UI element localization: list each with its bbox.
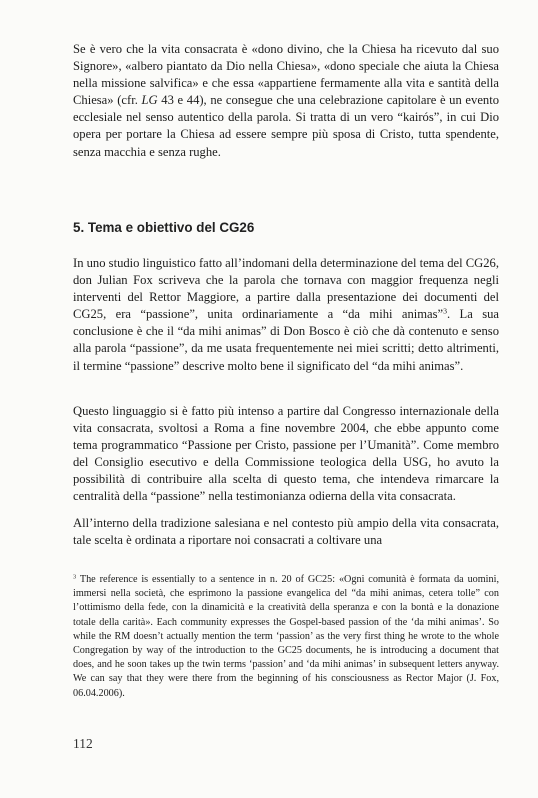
lg-reference: LG: [141, 93, 158, 108]
footnote-reference[interactable]: 3: [443, 307, 448, 316]
paragraph-text: 43 e 44), ne consegue che una celebrazione capitolare è un evento ecclesiale nel senso autentico della parola. Si tratta di un vero “kairós”, in cui Dio opera per portare la Chiesa ad essere sempre più sposa di Cristo, tutta spendente, senza macchia e senza rughe.: [73, 93, 499, 159]
paragraph-consecrated-life: [73, 41, 499, 161]
footnote-marker: 3: [73, 573, 77, 581]
paragraph-congress: Questo linguaggio si è fatto più intenso a partire dal Congresso internazionale della vita consacrata, svoltosi a Roma a fine novembre 2004, che ebbe appunto come tema programmatico “Passione per Cristo, passione per l’Umanità”. Come membro del Consiglio esecutivo e della Commissione teologica della USG, ho avuto la possibilità di contribuire alla scelta di questo tema, che intendeva rimarcare la centralità della “passione” nella testimonianza odierna della vita consacrata.: [73, 404, 499, 504]
section-heading: 5. Tema e obiettivo del CG26: [73, 220, 255, 235]
paragraph-salesian-tradition: All’interno della tradizione salesiana e nel contesto più ampio della vita consacrata, tale scelta è ordinata a riportare noi consacrati a coltivare una: [73, 516, 499, 548]
paragraph-text: . La sua conclusione è che il “da mihi animas” di Don Bosco è ciò che dà contenuto e senso alla parola “passione”, da me usata frequentemente nei miei scritti; detto altrimenti, il termine “passione” descrive molto bene il significato del “da mihi animas”.: [73, 307, 499, 373]
paragraph-text: Se è vero che la vita consacrata è «dono divino, che la Chiesa ha ricevuto dal suo Signore», «albero piantato da Dio nella Chiesa», «dono speciale che aiuta la Chiesa nella missione salvifica» e che essa «appartiene fermamente alla vita e santità della Chiesa» (cfr.: [73, 42, 499, 108]
paragraph-text: In uno studio linguistico fatto all’indomani della determinazione del tema del CG26, don Julian Fox scriveva che la parola che tornava con maggior frequenza negli interventi del Rettor Maggiore, a partire dalla presentazione dei documenti del CG25, era “passione”, unita ordinariamente a “da mihi animas”: [73, 256, 499, 322]
page-number: 112: [73, 736, 93, 751]
footnote-text: The reference is essentially to a sentence in n. 20 of GC25: «Ogni comunità è formata da uomini, immersi nella società, che esprimono la passione evangelica del “da mihi animas, cetera tolle” con l’ottimismo della fede, con la dinamicità e la creatività della speranza e con la bontà e la donazione totale della carità». Each community expresses the Gospel-based passion of the ‘da mihi animas’. So while the RM doesn’t actually mention the term ‘passion’ as the very first thing he wrote to the whole Congregation by way of the introduction to the GC25 documents, he is introducing a document that does, and he soon takes up the twin terms ‘passion’ and ‘da mihi animas’ in subsequent letters anyway. We can say that they were there from the beginning of his consciousness as Rector Major (J. Fox, 06.04.2006).: [73, 574, 499, 699]
paragraph-linguistic-study: [73, 255, 499, 375]
footnote: [73, 573, 499, 701]
